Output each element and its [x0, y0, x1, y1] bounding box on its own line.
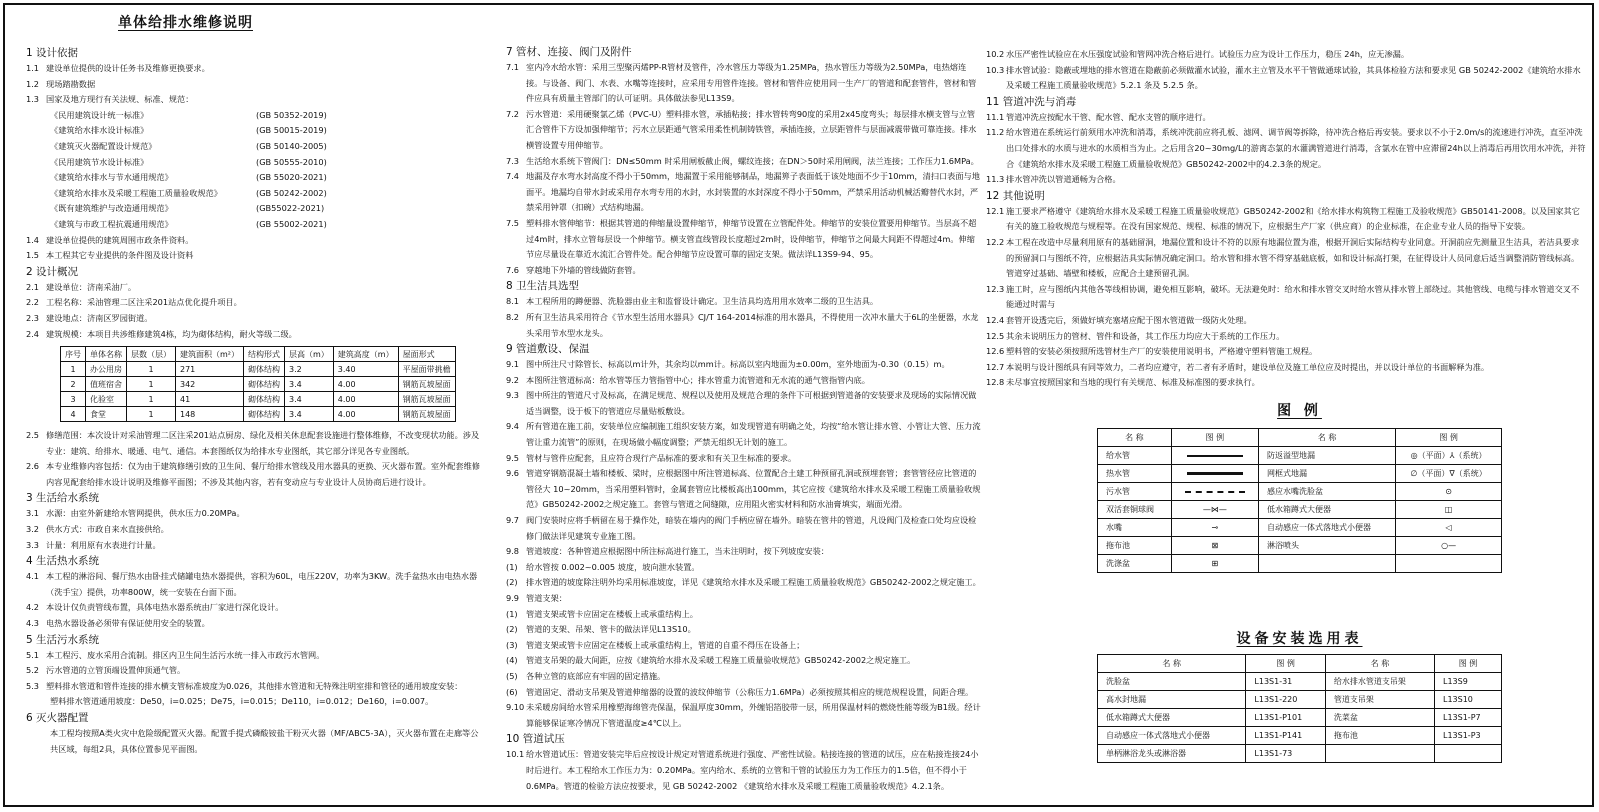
table-row: [61, 407, 456, 422]
name-cell: 自动感应一体式落地式小便器: [1098, 727, 1246, 745]
table-cell: 4.00: [333, 407, 398, 422]
equipment-panel: [1097, 628, 1502, 763]
symbol-cell: ◫: [1396, 501, 1502, 519]
section-11-title: 11 管道冲洗与消毒: [986, 95, 1077, 108]
item-3-3: 3.3 计量：利用原有水表进行计量。: [26, 539, 161, 550]
standard-item: [26, 217, 481, 233]
table-cell: 4: [61, 407, 86, 422]
item-1-3: 1.3 国家及地方现行有关法规、标准、规范：: [26, 94, 194, 105]
table-header-cell: 图 例: [1435, 655, 1502, 673]
standard-code: (GB 50555-2010): [256, 156, 327, 167]
item-12-2: 12.2 本工程在改造中尽量利用原有的基础留洞，地漏位置和设计不符的以原有地漏位置为准，根据开洞后实际结构专业同意。开洞前应先测量卫生洁具，若洁具要求的预留洞口与图纸不符，应根据洁具实际情况确定洞口。给水管和排水管不得穿基础底板，如和设计标高打架，在征得设计人员同意后适当调整消防管线标高。管道穿过基础、墙壁和楼板，应配合土建预留孔洞。: [986, 236, 1580, 279]
item-12-8: 12.8 未尽事宜按照国家和当地的现行有关规范、标准及标准图的要求执行。: [986, 377, 1260, 388]
symbol-cell: L13S1-P7: [1435, 709, 1502, 727]
item-12-4: 12.4 套管开设透完后，须做好填充塞堵应配于图水管道做一级防火处理。: [986, 314, 1252, 325]
table-header-cell: 建筑高度（m）: [333, 347, 398, 362]
item-12-3: 12.3 施工时，应与图纸内其他各等线相协调，避免相互影响，破坏。无法避免时：给水和排水管交叉时给水管从排水管上部绕过。其他管线、电缆与排水管道交叉不能通过时需与: [986, 283, 1580, 310]
item-1-1: 1.1 建设单位提供的设计任务书及维修更换要求。: [26, 63, 210, 73]
section-2-title: 2 设计概况: [26, 265, 79, 278]
item-7-3: 7.3 生活给水系统下管阀门：DN≤50mm 时采用闸板截止阀，螺纹连接；在DN＞50时采用闸阀，法兰连接；工作压力1.6MPa。: [506, 155, 979, 166]
table-row: [1098, 709, 1502, 727]
standard-item: [26, 201, 481, 217]
symbol-cell: [1396, 555, 1502, 573]
item-9-9-4: (4) 管道支吊架的最大间距，应按《建筑给水排水及采暖工程施工质量验收规范》GB50242-2002之规定施工。: [506, 655, 916, 666]
table-row: [1098, 673, 1502, 691]
name-cell: 给水管: [1098, 447, 1172, 465]
section-5-title: 5 生活污水系统: [26, 633, 100, 646]
table-cell: 平屋面带挑檐: [398, 362, 455, 377]
table-row: [1098, 745, 1502, 763]
name-cell: 洗菜盆: [1325, 709, 1434, 727]
table-cell: 钢筋瓦坡屋面: [398, 407, 455, 422]
item-12-6: 12.6 塑料管的安装必须按照所选管材生产厂的安装使用说明书，严格遵守塑料管施工规程。: [986, 346, 1318, 357]
table-header-row: [1098, 655, 1502, 673]
item-4-2: 4.2 本设计仅负责管线布置，具体电热水器系统由厂家进行深化设计。: [26, 602, 284, 613]
name-cell: 洗涤盆: [1098, 555, 1172, 573]
name-cell: [1325, 745, 1434, 763]
item-9-9-6: (6) 管道固定、滑动支吊架及管道伸缩器的设置的波纹伸缩节（公称压力1.6MPa）必须按照其相应的规范规程设置，间距合理。: [506, 686, 974, 697]
table-cell: 4.00: [333, 392, 398, 407]
name-cell: 感应水嘴洗脸盆: [1258, 483, 1395, 501]
table-row: [1098, 465, 1502, 483]
table-cell: 砌体结构: [244, 377, 285, 392]
table-header-cell: 名 称: [1258, 429, 1395, 447]
item-9-1: 9.1 图中所注尺寸除管长、标高以m计外，其余均以mm计。标高以室内地面为±0.00m，室外地面为-0.30（0.15）m。: [506, 359, 950, 370]
item-1-2: 1.2 现场踏勘数据: [26, 78, 96, 89]
standard-name: 《建筑给水排水与节水通用规范》: [50, 172, 173, 183]
table-row: [61, 392, 456, 407]
item-9-9-5: (5) 各种立管的底部应有牢固的固定措施。: [506, 670, 666, 681]
item-11-1: 11.1 管道冲洗应按配水干管、配水管、配水支管的顺序进行。: [986, 111, 1211, 122]
table-cell: 3.4: [285, 407, 334, 422]
column-3: [986, 47, 1586, 391]
item-9-5: 9.5 管材与管件应配套，且应符合现行产品标准的要求和有关卫生标准的要求。: [506, 452, 797, 463]
symbol-cell: [1435, 745, 1502, 763]
item-9-9-1: (1) 管道支架或管卡应固定在楼板上或承重结构上。: [506, 608, 698, 619]
standard-item: [26, 186, 481, 202]
table-cell: 砌体结构: [244, 392, 285, 407]
standard-item: [26, 170, 481, 186]
equipment-title: 设备安装选用表: [1236, 631, 1363, 647]
section-10-title: 10 管道试压: [506, 733, 565, 746]
table-cell: 271: [176, 362, 244, 377]
section-12-title: 12 其他说明: [986, 189, 1045, 202]
standard-name: 《建筑灭火器配置设计规范》: [50, 140, 157, 151]
table-header-cell: 图 例: [1246, 655, 1325, 673]
item-9-7: 9.7 阀门安装时应将手柄留在易于操作处，暗装在墙内的阀门手柄应留在墙外。暗装在管井的管道，凡设阀门及检查口处均应设检修门做法详见建筑专业施工图。: [506, 515, 977, 541]
symbol-cell: [1171, 447, 1258, 465]
item-9-9-3: (3) 管道支架或管卡应固定在楼板上或承重结构上，管道的自重不得压在设备上；: [506, 639, 805, 650]
item-2-3: 2.3 建设地点：济南区罗园街道。: [26, 312, 153, 323]
column-1: [26, 14, 481, 757]
symbol-cell: ⊞: [1171, 555, 1258, 573]
table-cell: 钢筋瓦坡屋面: [398, 392, 455, 407]
item-10-3: 10.3 排水管试验：隐蔽或埋地的排水管道在隐蔽前必须做灌水试验，灌水主立管及水平干管做通球试验，其具体检验方法和要求见 GB 50242-2002《建筑给水排水及采暖工程施工质量验收规范》5.2.1 条及 5.2.5 条。: [986, 64, 1581, 91]
item-9-3: 9.3 图中所注的管道尺寸及标高，在满足规范、规程以及使用及规范合理的条件下可根据到管道备的安装要求及现场的实际情况做适当调整，设于板下的管道应尽量贴板敷设。: [506, 390, 977, 416]
item-9-4: 9.4 所有管道在施工前，安装单位应编制施工组织安装方案，如发现管道有明确之处，均按“给水管让排水管、小管让大管、压力流管让重力流管”的原则，在现场做小幅度调整；严禁无组织无计划的施工。: [506, 421, 981, 448]
table-cell: 钢筋瓦坡屋面: [398, 377, 455, 392]
table-cell: 砌体结构: [244, 407, 285, 422]
standard-name: 《既有建筑维护与改造通用规范》: [50, 203, 173, 214]
table-cell: 4.00: [333, 377, 398, 392]
name-cell: 给水排水管道支吊架: [1325, 673, 1434, 691]
table-cell: 1: [127, 362, 176, 377]
standard-item: [26, 139, 481, 155]
standard-code: (GB 50352-2019): [256, 109, 327, 120]
standard-code: (GB 50140-2005): [256, 140, 327, 151]
legend-panel: [1097, 400, 1502, 573]
table-header-row: [1098, 429, 1502, 447]
table-row: [1098, 447, 1502, 465]
standard-item: [26, 155, 481, 171]
symbol-cell: L13S1-P3: [1435, 727, 1502, 745]
table-header-cell: 名 称: [1098, 655, 1246, 673]
symbol-cell: ◎（平面）⅄（系统）: [1396, 447, 1502, 465]
name-cell: 污水管: [1098, 483, 1172, 501]
table-header-cell: 层高（m）: [285, 347, 334, 362]
symbol-cell: L13S1-31: [1246, 673, 1325, 691]
table-row: [1098, 537, 1502, 555]
item-2-1: 2.1 建设单位：济南采油厂。: [26, 281, 137, 292]
name-cell: 淋浴喷头: [1258, 537, 1395, 555]
table-cell: 3: [61, 392, 86, 407]
symbol-cell: [1171, 465, 1258, 483]
table-cell: 1: [61, 362, 86, 377]
standard-item: [26, 108, 481, 124]
standard-code: (GB55022-2021): [256, 203, 325, 214]
table-cell: 1: [127, 377, 176, 392]
standards-list: [26, 108, 481, 233]
standard-code: (GB 55002-2021): [256, 218, 327, 229]
table-row: [61, 362, 456, 377]
standard-name: 《建筑给水排水设计标准》: [50, 125, 149, 136]
table-header-cell: 名 称: [1325, 655, 1434, 673]
item-2-6: 2.6 本专业维修内容包括：仅为由于建筑修缮引致的卫生间、餐厅给排水管线及用水器具的更换、灭火器布置。室外配套维修内容见配套给排水设计说明及维修平面图；不涉及其他内容，若有变动应与专业设计人员协商后进行设计。: [26, 461, 480, 487]
table-cell: 41: [176, 392, 244, 407]
standard-name: 《民用建筑设计统一标准》: [50, 109, 149, 120]
table-cell: 342: [176, 377, 244, 392]
standard-name: 《民用建筑节水设计标准》: [50, 156, 149, 167]
table-cell: 3.2: [285, 362, 334, 377]
symbol-cell: ∅（平面）∇（系统）: [1396, 465, 1502, 483]
item-7-1: 7.1 室内冷水给水管：采用三型聚丙烯PP-R管材及管件，冷水管压力等级为1.25MPa，热水管压力等级为2.50MPa，电热熔连接。与设备、阀门、水表、水嘴等连接时，应采用专用管件连接。管材和管件应使用同一生产厂的管道和配套管件，管材和管件应具有质量主管部门的认可证明。具体做法参见L13S9。: [506, 62, 977, 104]
symbol-cell: ⊙: [1396, 483, 1502, 501]
column-2: [506, 44, 981, 794]
name-cell: 防返溢型地漏: [1258, 447, 1395, 465]
name-cell: 拖布池: [1098, 537, 1172, 555]
item-9-8-1: (1) 给水管按 0.002~0.005 坡度，坡向泄水装置。: [506, 561, 700, 572]
name-cell: 单柄淋浴龙头或淋浴器: [1098, 745, 1246, 763]
symbol-cell: ⊠: [1171, 537, 1258, 555]
table-header-cell: 图 例: [1171, 429, 1258, 447]
table-header-cell: 图 例: [1396, 429, 1502, 447]
item-7-5: 7.5 塑料排水管伸缩节：根据其管道的伸缩量设置伸缩节，伸缩节设置在立管配件处。伸缩节的安装位置要用伸缩节。当层高不超过4m时，排水立管每层设一个伸缩节。横支管直线管段长度超过2m时，设伸缩节，伸缩节之间最大间距不得超过4m。伸缩节应尽量设在靠近水流汇合管件处。配合伸缩节应设置可靠的固定支架。做法详L13S9-94、95。: [506, 217, 977, 260]
table-row: [1098, 727, 1502, 745]
table-header-cell: 屋面形式: [398, 347, 455, 362]
table-cell: 2: [61, 377, 86, 392]
symbol-cell: L13S1-220: [1246, 691, 1325, 709]
name-cell: 双活套铜球阀: [1098, 501, 1172, 519]
item-10-1: 10.1 给水管道试压：管道安装完毕后应按设计规定对管道系统进行强度、严密性试验。粘接连接的管道的试压，应在粘接连接24小时后进行。本工程给水工作压力为：0.20MPa。室内给水、系统的立管和干管的试验压力为工作压力的1.5倍，但不得小于0.6MPa。管道的检验方法应按要求，见 GB 50242-2002 《建筑给水排水及采暖工程施工质量验收规范》4.2.1条。: [506, 749, 979, 791]
table-cell: 办公用房: [86, 362, 127, 377]
standard-code: (GB 55020-2021): [256, 172, 327, 183]
dashed-line-icon: [1185, 491, 1245, 493]
table-header-row: [61, 347, 456, 362]
table-cell: 3.40: [333, 362, 398, 377]
item-3-1: 3.1 水源：由室外新建给水管网提供，供水压力0.20MPa。: [26, 508, 245, 519]
table-cell: 值班宿舍: [86, 377, 127, 392]
item-8-1: 8.1 本工程所用的蹲便器、洗脸器由业主和监督设计确定。卫生洁具均选用用水效率二级的卫生洁具。: [506, 296, 879, 307]
symbol-cell: ⊸: [1171, 519, 1258, 537]
item-6-1: 本工程均按照A类火灾中危险级配置灭火器。配置手提式磷酸铵盐干粉灭火器（MF/ABC5-3A），灭火器布置在走廊等公共区域，每组2具，具体位置参见平面图。: [50, 728, 479, 754]
section-9-title: 9 管道敷设、保温: [506, 343, 590, 356]
symbol-cell: [1171, 483, 1258, 501]
solid-line-icon: [1187, 472, 1243, 475]
item-12-1: 12.1 施工要求严格遵守《建筑给水排水及采暖工程施工质量验收规范》GB50242-2002和《给水排水构筑物工程施工及验收规范》GB50141-2008。以及国家其它有关的施工验收规范与规程等。在没有国家规范、规程、标准的情况下，应根据生产厂家（供应商）的企业标准，在企业专业人员的指导下安装。: [986, 205, 1580, 232]
table-row: [61, 377, 456, 392]
item-5-1: 5.1 本工程污、废水采用合流制。排区内卫生间生活污水统一排入市政污水管网。: [26, 649, 325, 660]
equipment-table: [1097, 654, 1502, 763]
item-7-6: 7.6 穿越地下外墙的管线做防套管。: [506, 264, 641, 275]
name-cell: 水嘴: [1098, 519, 1172, 537]
item-9-2: 9.2 本图所注管道标高：给水管等压力管指管中心；排水管重力流管道和无水流的通气管指管内底。: [506, 374, 870, 385]
item-1-5: 1.5 本工程其它专业提供的条件图及设计资料: [26, 250, 194, 261]
name-cell: 自动感应一体式落地式小便器: [1258, 519, 1395, 537]
table-cell: 148: [176, 407, 244, 422]
table-cell: 食堂: [86, 407, 127, 422]
item-2-5: 2.5 修缮范围：本次设计对采油管理二区注采201站点厨房、绿化及相关休息配套设施进行整体维修，不改变现状功能。涉及专业：建筑、给排水、暖通、电气、通信。本套图纸仅为给排水专业图纸，其它部分详见各专业图纸。: [26, 430, 480, 456]
table-cell: 1: [127, 392, 176, 407]
table-row: [1098, 483, 1502, 501]
table-row: [1098, 691, 1502, 709]
name-cell: [1258, 555, 1395, 573]
name-cell: 洗脸盆: [1098, 673, 1246, 691]
symbol-cell: L13S1-P101: [1246, 709, 1325, 727]
name-cell: 拖布池: [1325, 727, 1434, 745]
section-4-title: 4 生活热水系统: [26, 555, 100, 568]
item-3-2: 3.2 供水方式：市政自来水直接供给。: [26, 524, 169, 535]
name-cell: 热水管: [1098, 465, 1172, 483]
table-cell: 化验室: [86, 392, 127, 407]
building-table: [60, 346, 456, 422]
table-cell: 3.4: [285, 377, 334, 392]
item-7-4: 7.4 地漏及存水弯水封高度不得小于50mm，地漏置于采用能够制品，地漏箅子表面低于该处地面不少于10mm，清扫口表面与地面平。地漏均自带水封或采用存水弯专用的水封，水封装置的水封深度不得小于50mm，严禁采用活动机械活瓣替代水封，严禁采用钟罩（扣碗）式结构地漏。: [506, 171, 980, 213]
table-header-cell: 层数（层）: [127, 347, 176, 362]
section-6-title: 6 灭火器配置: [26, 712, 89, 724]
symbol-cell: L13S10: [1435, 691, 1502, 709]
standard-code: (GB 50015-2019): [256, 125, 327, 136]
legend-title: 图 例: [1277, 403, 1322, 419]
item-12-5: 12.5 其余未说明压力的管材、管件和设备，其工作压力均应大于系统的工作压力。: [986, 330, 1285, 341]
table-header-cell: 名 称: [1098, 429, 1172, 447]
standard-code: (GB 50242-2002): [256, 187, 327, 198]
section-8-title: 8 卫生洁具选型: [506, 280, 580, 293]
name-cell: 高水封地漏: [1098, 691, 1246, 709]
table-header-cell: 单体名称: [86, 347, 127, 362]
item-7-2: 7.2 污水管道：采用硬聚氯乙烯（PVC-U）塑料排水管，承插粘接；排水管转弯90度的采用2x45度弯头；每层排水横支管与立管汇合管件下方设加强伸缩节；污水立层距通气管采用柔性机制铸铁管，承插连接，立层距管件与层面减震带做可靠连接。排水横管设置专用伸缩节。: [506, 108, 977, 150]
item-1-4: 1.4 建设单位提供的建筑周围市政条件资料。: [26, 234, 194, 245]
item-9-9-2: (2) 管道的支架、吊架、管卡的做法详见L13S10。: [506, 624, 696, 635]
table-header-cell: 建筑面积（m²）: [176, 347, 244, 362]
item-2-4: 2.4 建筑规模：本项目共涉维修建筑4栋，均为砌体结构，耐火等级二级。: [26, 328, 297, 339]
symbol-cell: L13S1-P141: [1246, 727, 1325, 745]
item-9-10: 9.10 未采暖房间给水管采用橡塑海绵管壳保温，保温厚度30mm，外缠铝箔胶带一层，所用保温材料的燃烧性能等级为B1级。经计算能够保证寒冷情况下管道温度≥4℃以上。: [506, 702, 981, 728]
name-cell: 管道支吊架: [1325, 691, 1434, 709]
item-12-7: 12.7 本说明与设计图纸具有同等效力，二者均应遵守，若二者有矛盾时，建设单位及施工单位应及时提出，并以设计单位的书面解释为准。: [986, 361, 1490, 372]
table-cell: 1: [127, 407, 176, 422]
section-1-title: 1 设计依据: [26, 47, 79, 59]
item-8-2: 8.2 所有卫生洁具采用符合《节水型生活用水器具》CJ/T 164-2014标准的用水器具，不得使用一次冲水量大于6L的坐便器，水龙头采用节水型水龙头。: [506, 311, 979, 338]
item-5-2: 5.2 污水管道的立管顶端设置伸顶通气管。: [26, 665, 186, 676]
item-4-1: 4.1 本工程的淋浴间、餐厅热水由卧挂式储罐电热水器提供，容积为60L，电压220V，功率为3KW。洗手盆热水由电热水器（洗手宝）提供，功率800W，统一安装在台面下面。: [26, 571, 478, 597]
item-11-2: 11.2 给水管道在系统运行前须用水冲洗和消毒，系统冲洗前应将孔板、滤网、调节阀等拆除，待冲洗合格后再安装。要求以不小于2.0m/s的流速进行冲洗，直至冲洗出口处排水的水质与进水的水质相当为止。之后用含20~30mg/L的游离态氯的水灌满管道进行消毒，含氯水在管中应滞留24h以上消毒后再用饮用水冲洗，并符合《建筑给水排水及采暖工程施工质量验收规范》GB50242-2002中的4.2.3条的规定。: [986, 127, 1586, 169]
standard-name: 《建筑与市政工程抗震通用规范》: [50, 218, 173, 229]
item-10-2: 10.2 水压严密性试验应在水压强度试验和管网冲洗合格后进行。试验压力应为设计工作压力，稳压 24h，应无渗漏。: [986, 49, 1410, 59]
item-9-8: 9.8 管道坡度：各种管道应根据图中所注标高进行施工，当未注明时，按下列坡度安装：: [506, 546, 829, 557]
item-5-3-slopes: 塑料排水管道通用坡度：De50，i=0.025；De75，i=0.015；De110，i=0.012；De160，i=0.007。: [50, 696, 434, 707]
table-row: [1098, 519, 1502, 537]
name-cell: 低水箱蹲式大便器: [1258, 501, 1395, 519]
legend-table: [1097, 428, 1502, 573]
item-11-3: 11.3 排水管冲洗以管道通畅为合格。: [986, 174, 1121, 185]
item-4-3: 4.3 电热水器设备必须带有保证使用安全的装置。: [26, 618, 210, 629]
table-row: [1098, 501, 1502, 519]
symbol-cell: ○—: [1396, 537, 1502, 555]
table-row: [1098, 555, 1502, 573]
table-cell: 3.4: [285, 392, 334, 407]
symbol-cell: ◁: [1396, 519, 1502, 537]
item-9-6: 9.6 管道穿钢筋混凝土墙和楼板、梁时，应根据图中所注管道标高、位置配合土建工种预留孔洞或预埋套管；套管管径应比管道的管径大 10~20mm，当采用塑料管时，金属套管应比楼板高出100mm，其它应按《建筑给水排水及采暖工程施工质量验收规范》GB50242-2002之规定施工。套管与管道之间缝隙，应用阻火密实材料和防水油膏填实，端面光滑。: [506, 468, 981, 510]
standard-item: [26, 123, 481, 139]
name-cell: 低水箱蹲式大便器: [1098, 709, 1246, 727]
document-title: 单体给排水维修说明: [118, 15, 253, 31]
symbol-cell: L13S9: [1435, 673, 1502, 691]
table-header-cell: 序号: [61, 347, 86, 362]
section-3-title: 3 生活给水系统: [26, 492, 100, 505]
item-2-2: 2.2 工程名称：采油管理二区注采201站点优化提升项目。: [26, 297, 242, 308]
symbol-cell: L13S1-73: [1246, 745, 1325, 763]
standard-name: 《建筑给水排水及采暖工程施工质量验收规范》: [50, 187, 222, 198]
name-cell: 网框式地漏: [1258, 465, 1395, 483]
item-5-3: 5.3 塑料排水管道和管件连接的排水横支管标准坡度为0.026，其他排水管道和无特殊注明室排和管径的通用坡度安装：: [26, 680, 463, 691]
section-7-title: 7 管材、连接、阀门及附件: [506, 46, 632, 58]
item-9-8-2: (2) 排水管道的坡度除注明外均采用标准坡度，详见《建筑给水排水及采暖工程施工质量验收规范》GB50242-2002之规定施工。: [506, 577, 981, 588]
symbol-cell: —⋈—: [1171, 501, 1258, 519]
solid-line-icon: [1187, 455, 1243, 457]
table-header-cell: 结构形式: [244, 347, 285, 362]
table-cell: 砌体结构: [244, 362, 285, 377]
item-9-9: 9.9 管道支架：: [506, 593, 567, 603]
